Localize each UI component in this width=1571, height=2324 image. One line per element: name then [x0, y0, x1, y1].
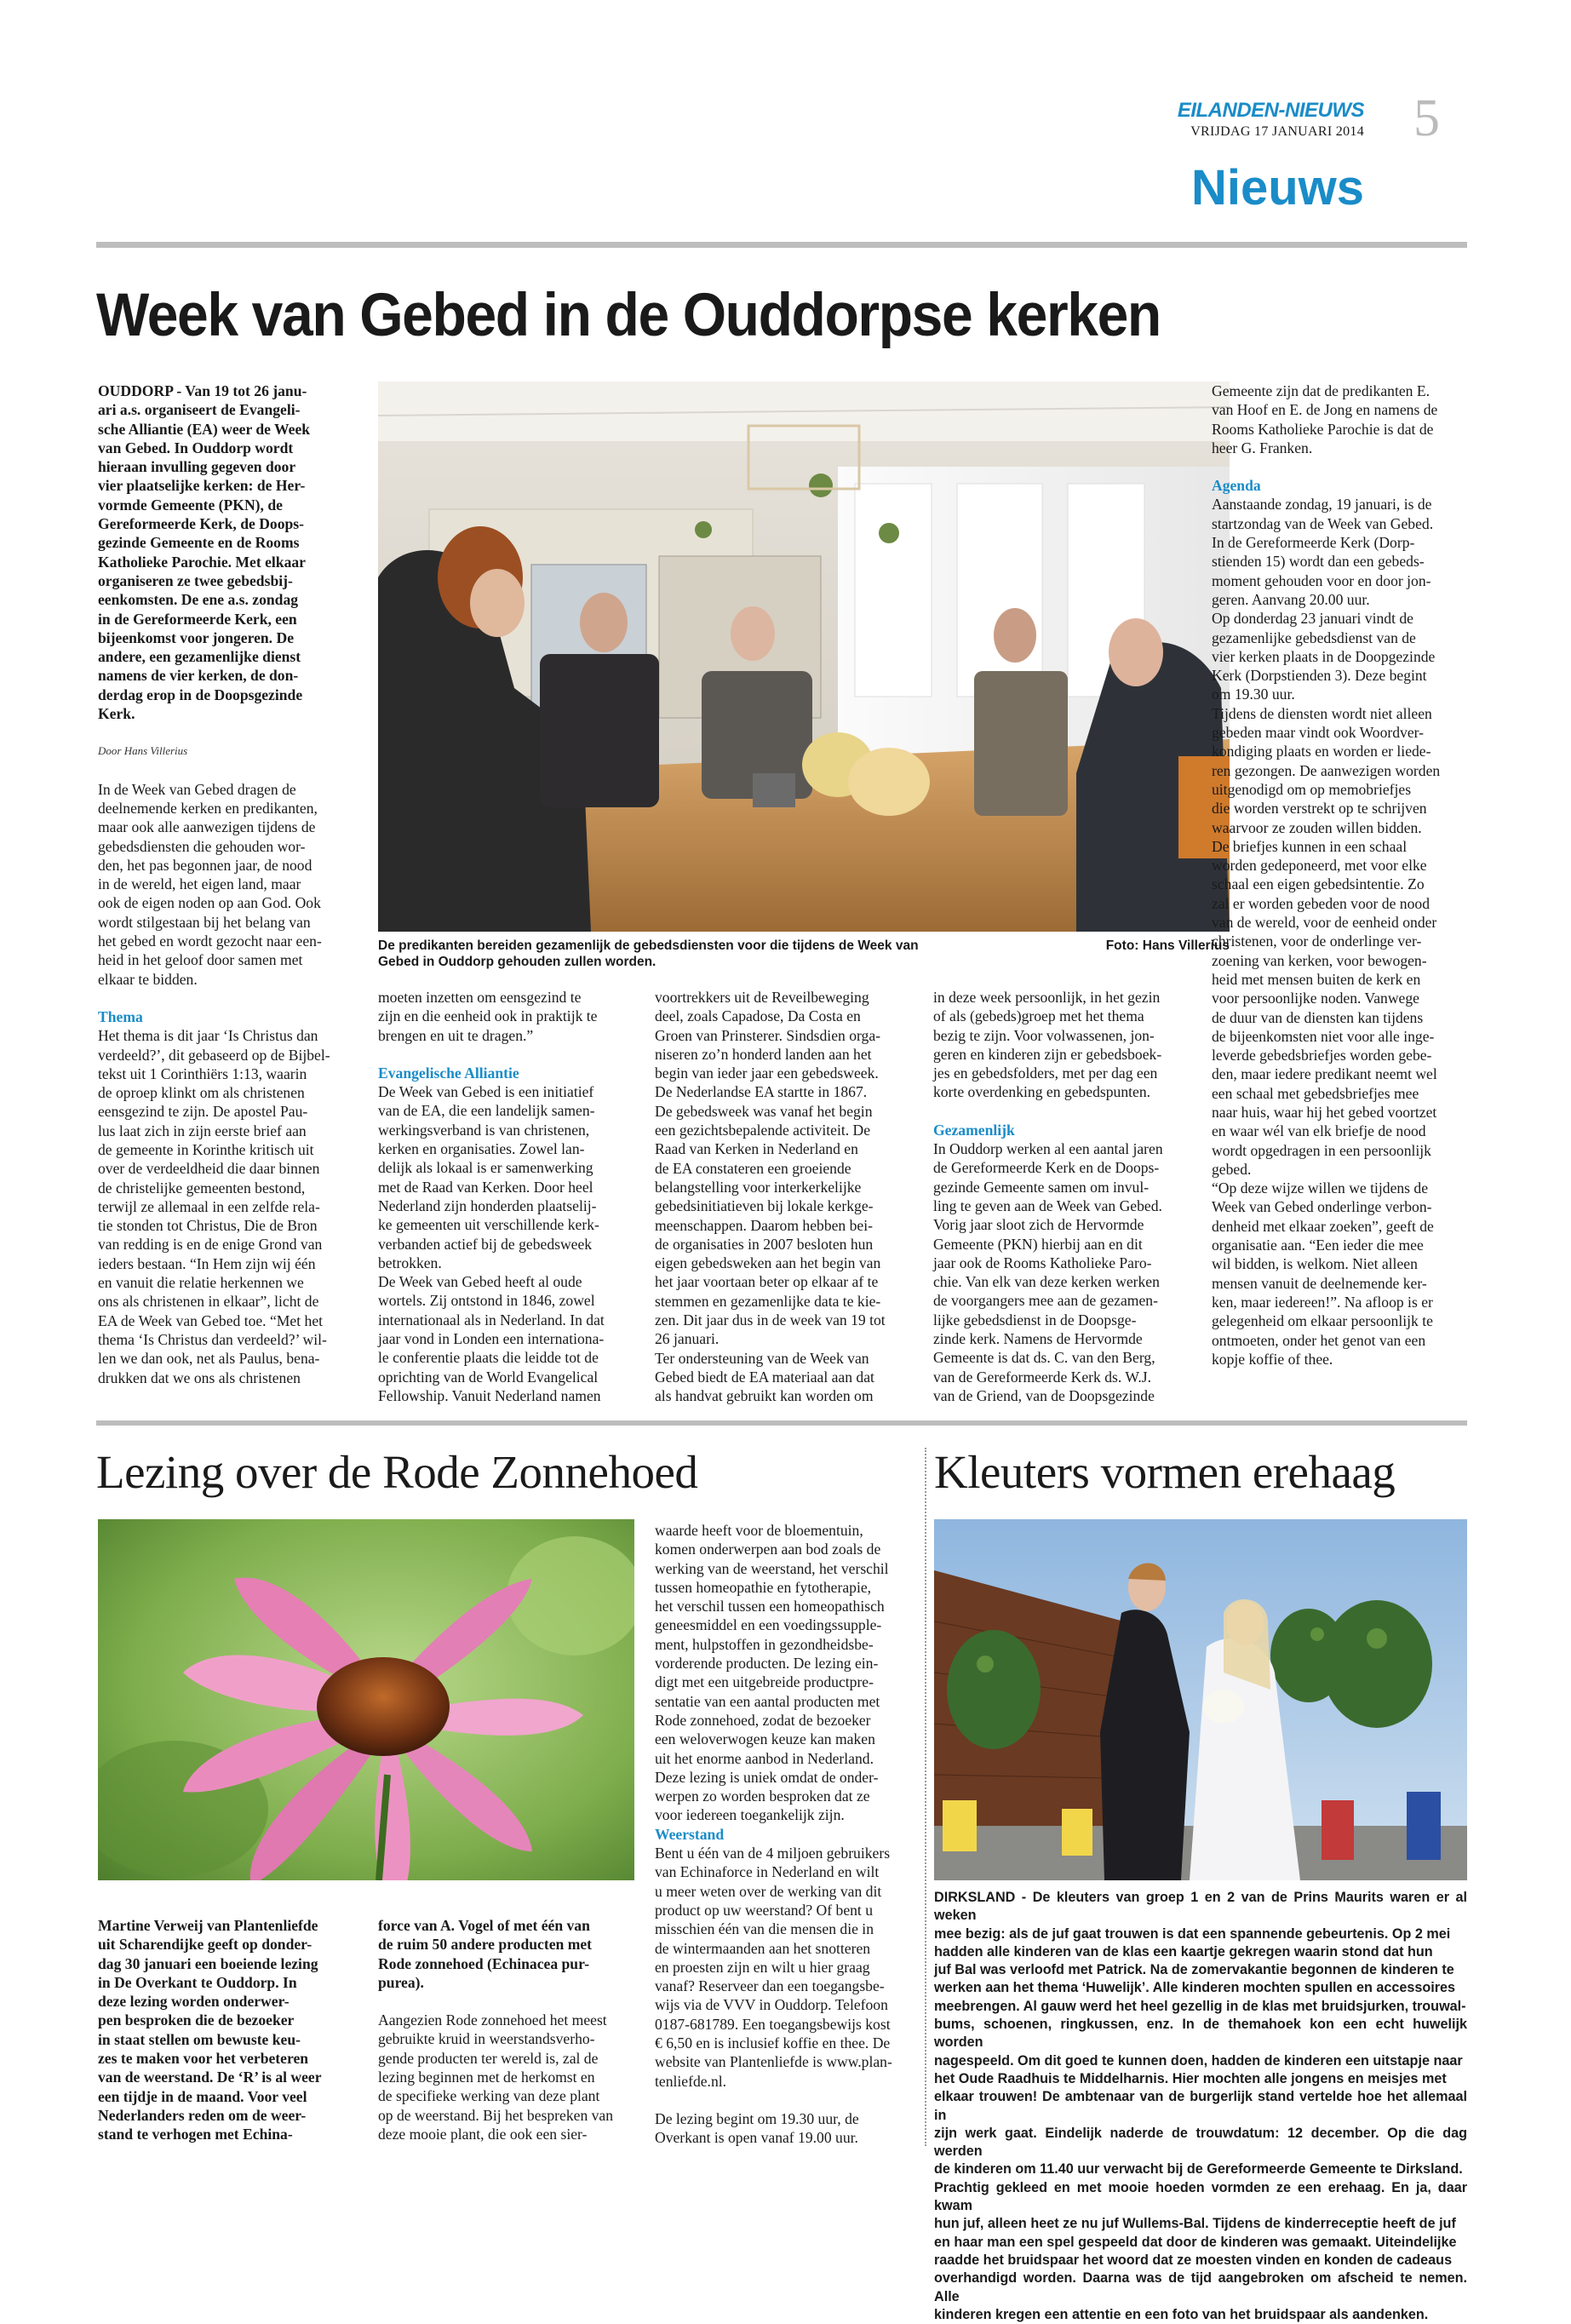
text-line: jaar vond in Londen een internationa-: [378, 1330, 605, 1348]
text-line: den, het pas begonnen jaar, de nood: [98, 856, 312, 874]
col3-body: [655, 988, 910, 1406]
text-line: leverde gebedsbriefjes worden gebe-: [1212, 1047, 1432, 1064]
text-line: thema ‘Is Christus dan verdeeld?’ wil-: [98, 1330, 327, 1348]
text-line: over de verdeeldheid die daar binnen: [98, 1160, 320, 1178]
text-line: lijke gebedsdienst in de Doopsge-: [933, 1311, 1137, 1328]
lead-paragraph: [98, 382, 353, 723]
text-line: naar huis, waar hij het gebed voortzet: [1212, 1103, 1437, 1121]
main-col-3: [655, 988, 910, 1406]
photo-credit: Foto: Hans Villerius: [1105, 938, 1230, 953]
text-line: jes en gebedsfolders, met per dag een: [933, 1064, 1158, 1082]
text-line: de christelijke gemeenten bestond,: [98, 1179, 306, 1196]
text-line: in de wereld, het eigen land, maar: [98, 875, 301, 893]
text-line: een weloverwogen keuze kan maken: [655, 1730, 875, 1748]
main-headline: Week van Gebed in de Ouddorpse kerken: [96, 282, 1161, 349]
text-line: van redding is en de enige Grond van: [98, 1236, 323, 1254]
lezing-col-1: [98, 1916, 353, 2144]
text-line: gebedsdiensten die gehouden wor-: [98, 837, 306, 855]
text-line: vier plaatselijke kerken: de Her-: [98, 477, 306, 495]
text-line: deze mooie plant, die ook een sier-: [378, 2125, 588, 2143]
text-line: raadde het bruidspaar het woord dat ze moesten vinden en konden de cadeaus: [934, 2252, 1453, 2268]
text-line: uitgenodigd om op memobriefjes: [1212, 780, 1412, 798]
text-line: wordt opgedragen in een persoonlijk: [1212, 1141, 1431, 1159]
text-line: Rooms Katholieke Parochie is dat de: [1212, 420, 1434, 438]
text-line: Nederland zijn honderden plaatselij-: [378, 1196, 597, 1214]
text-line: ari a.s. organiseert de Evangeli-: [98, 401, 301, 419]
text-line: voortrekkers uit de Reveilbeweging: [655, 989, 869, 1006]
text-line: startzondag van de Week van Gebed.: [1212, 514, 1434, 532]
text-line: ons als christenen in elkaar”, licht de: [98, 1293, 319, 1311]
text-line: meenschappen. Daarom hebben bei-: [655, 1216, 873, 1234]
text-line: verbanden actief bij de gebedsweek: [378, 1235, 593, 1253]
text-line: deze lezing worden onderwer-: [98, 1993, 290, 2011]
text-line: nagespeeld. Om dit goed te kunnen doen, hadden de kinderen een uitstapje naar: [934, 2052, 1463, 2069]
subhead-thema: Thema: [98, 1007, 143, 1025]
text-line: kerken en organisaties. Zowel lan-: [378, 1140, 585, 1158]
text-line: andere, een gezamenlijke dienst: [98, 648, 301, 666]
kleuters-headline: Kleuters vormen erehaag: [934, 1446, 1396, 1498]
text-line: belangstelling voor interkerkelijke: [655, 1178, 862, 1196]
page-number: 5: [1413, 89, 1440, 147]
text-line: die worden verstrekt op te schrijven: [1212, 800, 1427, 818]
text-line: Nederlanders reden om de weer-: [98, 2106, 307, 2124]
text-line: begin van ieder jaar een gebedsweek.: [655, 1064, 879, 1082]
text-line: hieraan invulling gegeven door: [98, 458, 296, 476]
text-line: In Ouddorp werken al een aantal jaren: [933, 1140, 1163, 1158]
text-line: gezamenlijke gebedsdienst van de: [1212, 628, 1416, 646]
text-line: met de Raad van Kerken. Door heel: [378, 1178, 593, 1196]
main-col-2: [378, 988, 634, 1405]
text-line: vorderende producten. De lezing ein-: [655, 1655, 879, 1673]
text-line: uit het enorme aanbod in Nederland.: [655, 1749, 874, 1767]
text-line: niseren zo’n honderd landen aan het: [655, 1045, 872, 1063]
text-line: heid met mensen buiten de kerk en: [1212, 970, 1421, 988]
lezing-col3-body: [655, 1844, 910, 2091]
text-line: mensen vanuit de deelnemende ker-: [1212, 1274, 1427, 1292]
text-line: van Gebed. In Ouddorp wordt: [98, 439, 294, 456]
text-line: De lezing begint om 19.30 uur, de: [655, 2109, 859, 2127]
text-line: tekst uit 1 Corinthiërs 1:13, waarin: [98, 1064, 307, 1082]
text-line: Kerk.: [98, 705, 135, 723]
wedding-photo: [934, 1519, 1467, 1880]
issue-date: VRIJDAG 17 JANUARI 2014: [1190, 124, 1364, 139]
text-line: OUDDORP - Van 19 tot 26 janu-: [98, 382, 307, 399]
text-line: zal er worden gebeden voor de nood: [1212, 894, 1430, 912]
text-line: geren en kinderen zijn er gebedsboek-: [933, 1045, 1162, 1063]
text-line: delijk als lokaal is er samenwerking: [378, 1159, 593, 1177]
bottom-section-rule: [96, 1420, 1467, 1426]
text-line: bezig te zijn. Voor volwassenen, jon-: [933, 1026, 1155, 1044]
text-line: gezinde Gemeente en de Rooms: [98, 534, 300, 552]
text-line: zes te maken voor het verbeteren: [98, 2050, 309, 2068]
text-line: ontmoeten, onder het genot van een: [1212, 1331, 1426, 1349]
text-line: lus laat zich in zijn eerste brief aan: [98, 1122, 307, 1139]
text-line: ment, hulpstoffen in gezondheidsbe-: [655, 1635, 874, 1653]
meeting-photo: [378, 382, 1230, 932]
text-line: Rode zonnehoed, zodat de bezoeker: [655, 1711, 871, 1729]
text-line: tenliefde.nl.: [655, 2072, 727, 2090]
text-line: waarde heeft voor de bloementuin,: [655, 1522, 863, 1539]
text-line: geren. Aanvang 20.00 uur.: [1212, 590, 1370, 608]
text-line: als handvat gebruikt kan worden om: [655, 1387, 874, 1405]
text-line: wijs via de VVV in Ouddorp. Telefoon: [655, 1996, 888, 2014]
subhead-agenda: Agenda: [1212, 477, 1261, 495]
text-line: Overkant is open vanaf 19.00 uur.: [655, 2129, 858, 2147]
text-line: Raad van Kerken in Nederland en: [655, 1140, 858, 1158]
lezing-col-2: [378, 1916, 634, 2143]
col1-thema-body: [98, 1026, 353, 1387]
header-rule: [96, 242, 1467, 248]
text-line: heer G. Franken.: [1212, 439, 1313, 456]
text-line: jaar ook de Rooms Katholieke Paro-: [933, 1254, 1152, 1271]
text-line: hadden alle kinderen van de klas een kaartje gekregen waarin stond dat hun: [934, 1943, 1433, 1960]
col5-top: [1212, 382, 1467, 457]
text-line: de gemeente in Korinthe kritisch uit: [98, 1140, 314, 1158]
text-line: ook de eigen noden op aan God. Ook: [98, 894, 321, 912]
main-col-5: [1212, 382, 1467, 1369]
text-line: Gemeente zijn dat de predikanten E.: [1212, 382, 1430, 399]
text-line: de duur van de diensten kan tijdens: [1212, 1008, 1424, 1026]
text-line: elkaar trouwen! De ambtenaar van de burgerlijk stand vertelde hoe het allemaal in: [934, 2089, 1467, 2123]
text-line: u meer weten over de werking van dit: [655, 1882, 882, 1900]
text-line: tussen homeopathie en fytotherapie,: [655, 1578, 872, 1596]
byline: Door Hans Villerius: [98, 744, 188, 758]
text-line: stemmen en gezamenlijke data te kie-: [655, 1292, 881, 1310]
text-line: van Hoof en E. de Jong en namens de: [1212, 401, 1438, 419]
lezing-col3-top: [655, 1521, 910, 1825]
lezing-col3-end: [655, 2109, 910, 2148]
text-line: de kinderen om 11.40 uur verwacht bij de Gereformeerde Gemeente te Dirksland.: [934, 2161, 1463, 2178]
text-line: Vorig jaar sloot zich de Hervormde: [933, 1216, 1144, 1234]
text-line: Katholieke Parochie. Met elkaar: [98, 553, 306, 571]
text-line: werpen zo worden besproken dat ze: [655, 1787, 870, 1805]
text-line: betrokken.: [378, 1254, 442, 1271]
text-line: gebed.: [1212, 1160, 1252, 1178]
text-line: geneesmiddel en een voedingssupple-: [655, 1616, 882, 1634]
lezing-headline: Lezing over de Rode Zonnehoed: [96, 1446, 698, 1498]
text-line: Deze lezing is uniek omdat de onder-: [655, 1768, 879, 1786]
text-line: de specifieke werking van deze plant: [378, 2087, 600, 2105]
text-line: ieders bestaan. “In Hem zijn wij één: [98, 1254, 316, 1272]
text-line: bums, schoenen, ringkussen, enz. In de themahoek kon een echt huwelijk worden: [934, 2017, 1467, 2051]
text-line: ken, maar iedereen!”. Na afloop is er: [1212, 1293, 1433, 1311]
text-line: In de Gereformeerde Kerk (Dorp-: [1212, 534, 1415, 552]
text-line: 26 januari.: [655, 1330, 720, 1348]
text-line: dag 30 januari een boeiende lezing: [98, 1954, 318, 1972]
text-line: Gebed biedt de EA materiaal aan dat: [655, 1368, 874, 1386]
text-line: sentatie van een aantal producten met: [655, 1692, 880, 1710]
text-line: de oproep klinkt om als christenen: [98, 1084, 305, 1102]
main-col-1: [98, 382, 353, 1387]
text-line: werkingsverband is van christenen,: [378, 1121, 590, 1139]
text-line: wortels. Zij ontstond in 1846, zowel: [378, 1292, 595, 1310]
text-line: in De Overkant te Ouddorp. In: [98, 1973, 297, 1991]
text-line: schaal een eigen gebedsintentie. Zo: [1212, 875, 1425, 893]
text-line: “Op deze wijze willen we tijdens de: [1212, 1179, 1429, 1197]
text-line: bijeenkomst voor jongeren. De: [98, 628, 294, 646]
text-line: moment gehouden voor en door jon-: [1212, 571, 1431, 589]
col4-top: [933, 988, 1189, 1102]
text-line: misschien één van die mensen die in: [655, 1920, 874, 1938]
text-line: In de Week van Gebed dragen de: [98, 780, 296, 798]
text-line: wil bidden, is welkom. Niet alleen: [1212, 1255, 1418, 1273]
kleuters-body: [934, 1889, 1467, 2324]
text-line: den, maar iedere predikant neemt wel: [1212, 1065, 1437, 1083]
text-line: zijn werk gaat. Eindelijk naderde de trouwdatum: 12 december. Op die dag werden: [934, 2125, 1467, 2160]
text-line: De gebedsweek was vanaf het begin: [655, 1102, 873, 1120]
text-line: brengen en uit te dragen.”: [378, 1026, 534, 1044]
lezing-col2-body: [378, 2011, 634, 2143]
text-line: van de wereld, voor de eenheid onder: [1212, 914, 1437, 932]
paper-name: EILANDEN-NIEUWS: [1177, 99, 1364, 122]
text-line: eenkomsten. De ene a.s. zondag: [98, 591, 299, 609]
text-line: digt met een uitgebreide productpre-: [655, 1673, 874, 1691]
text-line: gezinde Gemeente samen om invul-: [933, 1178, 1150, 1196]
text-line: meebrengen. Al gauw werd het heel gezellig in de klas met bruidsjurken, trouwal-: [934, 1998, 1466, 2014]
col2-top: [378, 988, 634, 1045]
text-line: len we dan ook, net als Paulus, bena-: [98, 1350, 320, 1368]
article-divider: [925, 1448, 926, 2146]
text-line: zen. Dit jaar dus in de week van 19 tot: [655, 1311, 886, 1329]
text-line: in de Gereformeerde Kerk, een: [98, 610, 297, 628]
text-line: gebeden maar vindt ook Woordver-: [1212, 724, 1425, 742]
text-line: denheid met elkaar zoeken”, geeft de: [1212, 1217, 1434, 1235]
text-line: wordt stilgestaan bij het belang van: [98, 913, 311, 931]
text-line: van de weerstand. De ‘R’ is al weer: [98, 2069, 322, 2086]
photo-caption: De predikanten bereiden gezamenlijk de gebedsdiensten voor die tijdens de Week van Gebed in Ouddorp gehouden zullen worden.: [378, 938, 919, 969]
text-line: purea).: [378, 1973, 424, 1991]
text-line: chie. Van elk van deze kerken werken: [933, 1273, 1160, 1291]
text-line: Week van Gebed onderlinge verbon-: [1212, 1198, 1432, 1216]
text-line: de organisaties in 2007 besloten hun: [655, 1235, 874, 1253]
text-line: Martine Verweij van Plantenliefde: [98, 1917, 318, 1934]
col4-body: [933, 1139, 1189, 1405]
text-line: Gereformeerde Kerk, de Doops-: [98, 515, 304, 533]
text-line: het Oude Raadhuis te Middelharnis. Hier mochten alle jongens en meisjes met: [934, 2070, 1447, 2086]
text-line: om 19.30 uur.: [1212, 686, 1295, 703]
text-line: zoening van kerken, voor bewogen-: [1212, 951, 1427, 969]
text-line: Aangezien Rode zonnehoed het meest: [378, 2011, 607, 2029]
kleuters-body-lines: [934, 1889, 1467, 2324]
text-line: organisatie aan. “Een ieder die mee: [1212, 1237, 1424, 1254]
subhead-weerstand: Weerstand: [655, 1825, 725, 1843]
text-line: namens de vier kerken, de don-: [98, 667, 299, 685]
text-line: een schaal met gebedsbriefjes mee: [1212, 1084, 1419, 1102]
text-line: De Week van Gebed is een initiatief: [378, 1083, 594, 1101]
text-line: organiseren ze twee gebedsbij-: [98, 571, 293, 589]
text-line: stand te verhogen met Echina-: [98, 2126, 293, 2143]
text-line: en haar man een spel gespeeld dat door de kinderen was gemaakt. Uiteindelijke: [934, 2234, 1457, 2250]
text-line: Het thema is dit jaar ‘Is Christus dan: [98, 1027, 318, 1045]
text-line: € 6,50 en is inclusief koffie en thee. De: [655, 2034, 891, 2052]
text-line: EA de Week van Gebed toe. “Met het: [98, 1311, 324, 1329]
text-line: Bent u één van de 4 miljoen gebruikers: [655, 1845, 891, 1862]
text-line: een tijdje in de maand. Voor veel: [98, 2087, 307, 2105]
text-line: force van A. Vogel of met één van: [378, 1917, 590, 1934]
lezing-lead-left: [98, 1916, 353, 2144]
col1-body: [98, 780, 353, 989]
text-line: eensgezind te zijn. De apostel Pau-: [98, 1103, 308, 1121]
text-line: elkaar te bidden.: [98, 970, 198, 988]
text-line: De Week van Gebed heeft al oude: [378, 1273, 582, 1291]
text-line: de wintermaanden aan het snotteren: [655, 1939, 871, 1957]
text-line: gebruikte kruid in weerstandsverho-: [378, 2030, 595, 2048]
text-line: derdag erop in de Doopsgezinde: [98, 686, 303, 703]
text-line: gebedsinitiatieven bij lokale kerkge-: [655, 1197, 874, 1215]
text-line: 0187-681789. Een toegangsbewijs kost: [655, 2015, 891, 2033]
col5-body: [1212, 495, 1467, 1369]
text-line: Op donderdag 23 januari vindt de: [1212, 610, 1413, 628]
text-line: kopje koffie of thee.: [1212, 1350, 1333, 1368]
text-line: moeten inzetten om eensgezind te: [378, 989, 582, 1006]
text-line: van de EA, die een landelijk samen-: [378, 1102, 595, 1120]
text-line: en waar wél van elk briefje de nood: [1212, 1122, 1426, 1140]
text-line: voor iedereen toegankelijk zijn.: [655, 1806, 845, 1824]
text-line: tie stonden tot Christus, Die de Bron: [98, 1217, 318, 1235]
text-line: Gemeente (PKN) hierbij aan en dit: [933, 1235, 1143, 1253]
text-line: van de Griend, van de Doopsgezinde: [933, 1386, 1155, 1404]
text-line: le conferentie plaats die leidde tot de: [378, 1349, 599, 1367]
text-line: kondiging plaats en worden er liede-: [1212, 743, 1431, 760]
text-line: Tijdens de diensten wordt niet alleen: [1212, 704, 1432, 722]
text-line: Rode zonnehoed (Echinacea pur-: [378, 1954, 590, 1972]
section-title: Nieuws: [1190, 160, 1364, 215]
text-line: stienden 15) wordt dan een gebeds-: [1212, 553, 1425, 571]
text-line: ren gezongen. De aanwezigen worden: [1212, 761, 1441, 779]
text-line: in deze week persoonlijk, in het gezin: [933, 989, 1161, 1006]
text-line: worden gedeponeerd, met voor elke: [1212, 857, 1427, 875]
text-line: het jaar voortaan beter op elkaar af te: [655, 1273, 879, 1291]
text-line: christenen, voor de onderlinge ver-: [1212, 932, 1422, 950]
text-line: heid in het geloof door samen met: [98, 951, 303, 969]
text-line: komen onderwerpen aan bod zoals de: [655, 1541, 881, 1558]
text-line: van Echinaforce in Nederland en wilt: [655, 1863, 880, 1881]
text-line: de EA constateren een groeiende: [655, 1159, 851, 1177]
text-line: Gemeente is dat ds. C. van den Berg,: [933, 1349, 1155, 1367]
lezing-col-3: [655, 1521, 910, 2148]
text-line: De Nederlandse EA startte in 1867.: [655, 1083, 868, 1101]
text-line: gelegenheid om elkaar persoonlijk te: [1212, 1312, 1433, 1330]
text-line: pen besproken die de bezoeker: [98, 2011, 295, 2029]
main-col-4: [933, 988, 1189, 1405]
text-line: vanaf? Reserveer dan een toegangsbe-: [655, 1977, 885, 1995]
text-line: Kerk (Dorpstienden 3). Deze begint: [1212, 667, 1427, 685]
text-line: ke gemeenten uit verschillende kerk-: [378, 1216, 599, 1234]
text-line: website van Plantenliefde is www.plan-: [655, 2053, 892, 2071]
text-line: de bijeenkomsten niet voor alle inge-: [1212, 1027, 1435, 1045]
lezing-lead-right: [378, 1916, 634, 1992]
text-line: hun juf, alleen heet ze nu juf Wullems-Bal. Tijdens de kinderreceptie heeft de juf: [934, 2216, 1456, 2232]
text-line: vier kerken plaats in de Doopgezinde: [1212, 647, 1436, 665]
subhead-gezamenlijk: Gezamenlijk: [933, 1121, 1015, 1139]
text-line: werken aan het thema ‘Huwelijk’. Alle kinderen mochten spullen en accessoires: [934, 1980, 1456, 1996]
text-line: deel, zoals Capadose, Da Costa en: [655, 1007, 861, 1025]
text-line: korte overdenking en gebedspunten.: [933, 1083, 1151, 1101]
text-line: De briefjes kunnen in een schaal: [1212, 837, 1408, 855]
text-line: waarvoor ze zouden willen bidden.: [1212, 818, 1422, 836]
text-line: uit Scharendijke geeft op donder-: [98, 1936, 312, 1954]
coneflower-photo: [98, 1519, 634, 1880]
text-line: vormde Gemeente (PKN), de: [98, 496, 283, 514]
text-line: Prachtig gekleed en met mooie hoeden vormden ze een erehaag. En ja, daar kwam: [934, 2179, 1467, 2214]
text-line: zinde kerk. Namens de Hervormde: [933, 1330, 1143, 1348]
text-line: eigen gebedsweken aan het begin van: [655, 1254, 881, 1272]
text-line: overhandigd worden. Daarna was de tijd aangebroken om afscheid te nemen. Alle: [934, 2270, 1467, 2304]
text-line: het verschil tussen een homeopathisch: [655, 1598, 885, 1615]
text-line: Fellowship. Vanuit Nederland namen: [378, 1386, 601, 1404]
text-line: Ter ondersteuning van de Week van: [655, 1349, 869, 1367]
text-line: gende producten ter wereld is, zal de: [378, 2049, 599, 2067]
text-line: oprichting van de World Evangelical: [378, 1368, 599, 1386]
text-line: een gezichtsbepalende activiteit. De: [655, 1122, 871, 1139]
text-line: zijn en die eenheid ook in praktijk te: [378, 1007, 598, 1025]
text-line: voor persoonlijke noden. Vanwege: [1212, 990, 1419, 1007]
text-line: van de Gereformeerde Kerk ds. W.J.: [933, 1368, 1151, 1386]
text-line: sche Alliantie (EA) weer de Week: [98, 420, 311, 438]
text-line: terwijl ze allemaal in een zelfde rela-: [98, 1197, 320, 1215]
text-line: het gebed en wordt gezocht naar een-: [98, 932, 322, 950]
col2-body: [378, 1082, 634, 1405]
text-line: de voorgangers mee aan de gezamen-: [933, 1292, 1158, 1310]
text-line: Groen van Prinsterer. Sindsdien orga-: [655, 1026, 880, 1044]
text-line: deelnemende kerken en predikanten,: [98, 799, 318, 817]
text-line: en proesten zijn en wilt u hier graag: [655, 1958, 870, 1976]
text-line: of als (gebeds)groep met het thema: [933, 1007, 1144, 1025]
text-line: DIRKSLAND - De kleuters van groep 1 en 2 van de Prins Maurits waren er al weken: [934, 1890, 1467, 1924]
text-line: en vanuit die relatie herkennen we: [98, 1274, 304, 1292]
text-line: maar ook alle aanwezigen tijdens de: [98, 818, 316, 836]
text-line: product op uw weerstand? Of bent u: [655, 1901, 874, 1919]
text-line: drukken dat we ons als christenen: [98, 1369, 301, 1386]
text-line: op de weerstand. Bij het bespreken van: [378, 2106, 614, 2124]
text-line: mee bezig: als de juf gaat trouwen is dat een spannende gebeurtenis. Op 2 mei: [934, 1925, 1451, 1942]
text-line: in staat stellen om bewuste keu-: [98, 2030, 301, 2048]
text-line: kinderen kregen een attentie en een foto van het bruidspaar als aandenken.: [934, 2306, 1429, 2322]
text-line: de ruim 50 andere producten met: [378, 1936, 593, 1954]
text-line: verdeeld?’, dit gebaseerd op de Bijbel-: [98, 1046, 330, 1064]
text-line: internationaal als in Nederland. In dat: [378, 1311, 605, 1328]
text-line: Aanstaande zondag, 19 januari, is de: [1212, 496, 1432, 514]
text-line: ling te geven aan de Week van Gebed.: [933, 1196, 1162, 1214]
text-line: werking van de weerstand, het verschil: [655, 1559, 889, 1577]
text-line: lezing beginnen met de herkomst en: [378, 2069, 595, 2086]
text-line: de Gereformeerde Kerk en de Doops-: [933, 1159, 1160, 1177]
text-line: juf Bal was verloofd met Patrick. Na de zomervakantie begonnen de kinderen te: [934, 1962, 1454, 1978]
subhead-evangelische-alliantie: Evangelische Alliantie: [378, 1064, 519, 1082]
